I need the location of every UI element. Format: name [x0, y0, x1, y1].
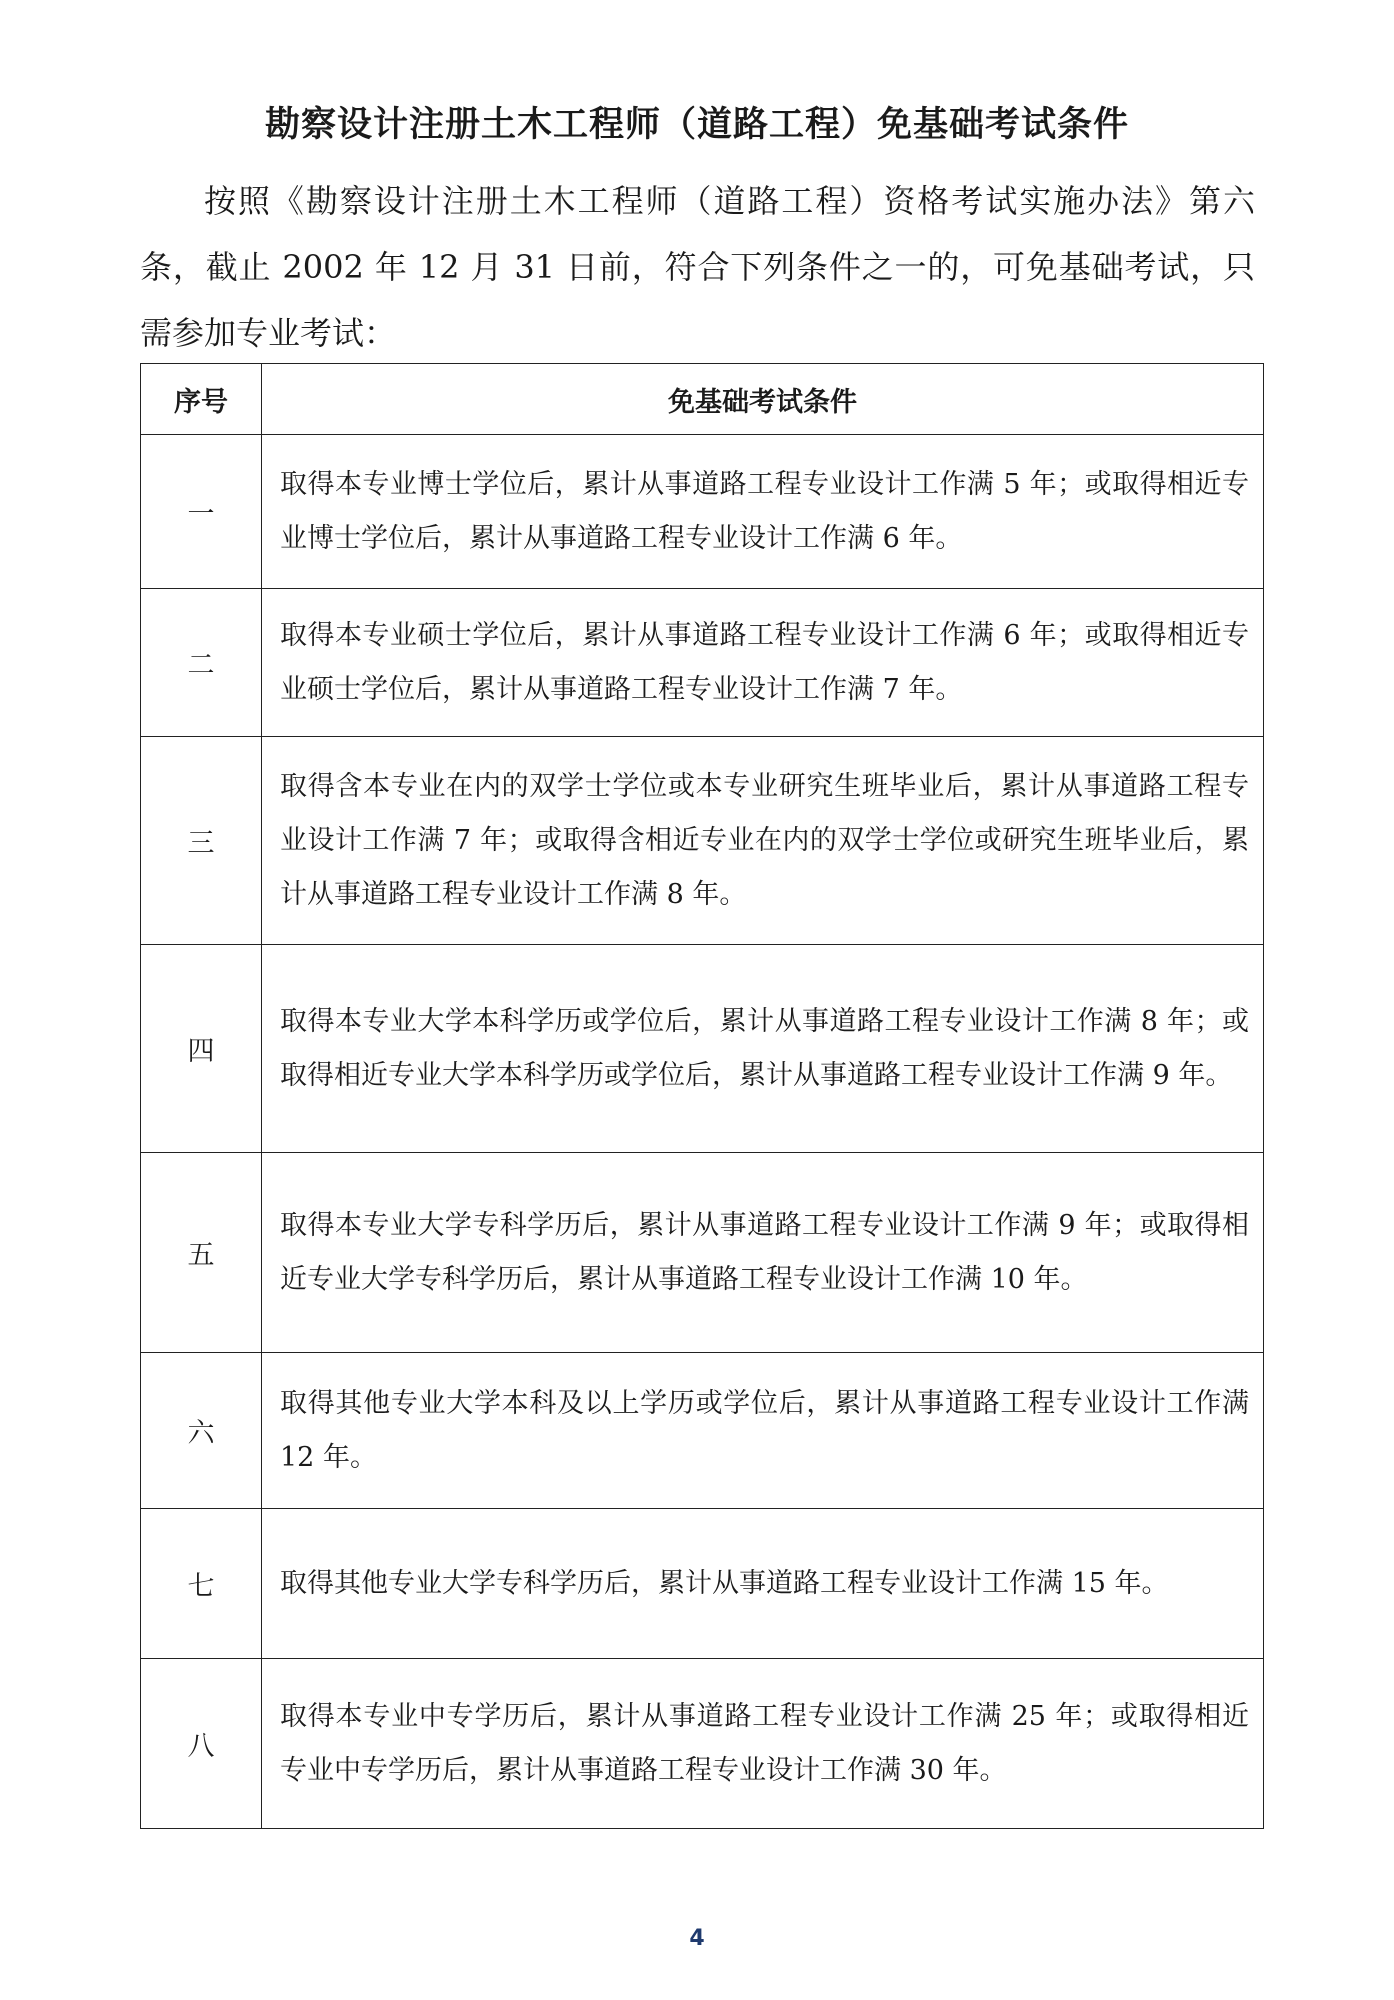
row-condition: 取得本专业中专学历后，累计从事道路工程专业设计工作满 25 年；或取得相近专业中专学历后，累计从事道路工程专业设计工作满 30 年。	[262, 1659, 1264, 1829]
row-condition: 取得本专业大学专科学历后，累计从事道路工程专业设计工作满 9 年；或取得相近专业大学专科学历后，累计从事道路工程专业设计工作满 10 年。	[262, 1153, 1264, 1353]
row-number: 五	[141, 1153, 262, 1353]
row-condition: 取得本专业大学本科学历或学位后，累计从事道路工程专业设计工作满 8 年；或取得相近专业大学本科学历或学位后，累计从事道路工程专业设计工作满 9 年。	[262, 945, 1264, 1153]
row-condition: 取得本专业硕士学位后，累计从事道路工程专业设计工作满 6 年；或取得相近专业硕士学位后，累计从事道路工程专业设计工作满 7 年。	[262, 589, 1264, 737]
row-number: 七	[141, 1509, 262, 1659]
row-number: 四	[141, 945, 262, 1153]
row-condition: 取得其他专业大学专科学历后，累计从事道路工程专业设计工作满 15 年。	[262, 1509, 1264, 1659]
table-row	[141, 1509, 1264, 1659]
row-condition: 取得本专业博士学位后，累计从事道路工程专业设计工作满 5 年；或取得相近专业博士学位后，累计从事道路工程专业设计工作满 6 年。	[262, 435, 1264, 589]
page-number: 4	[689, 1926, 705, 1951]
table-row	[141, 945, 1264, 1153]
row-number: 一	[141, 435, 262, 589]
conditions-table	[140, 363, 1264, 1829]
table-row	[141, 1659, 1264, 1829]
row-number: 六	[141, 1353, 262, 1509]
intro-paragraph: 按照《勘察设计注册土木工程师（道路工程）资格考试实施办法》第六条，截止 2002 年 12 月 31 日前，符合下列条件之一的，可免基础考试，只需参加专业考试：	[140, 182, 1255, 352]
row-number: 三	[141, 737, 262, 945]
table-row	[141, 1153, 1264, 1353]
table-header-row	[141, 364, 1264, 435]
table-row	[141, 1353, 1264, 1509]
table-row	[141, 435, 1264, 589]
header-number: 序号	[141, 364, 262, 435]
table-row	[141, 737, 1264, 945]
page-title: 勘察设计注册土木工程师（道路工程）免基础考试条件	[264, 105, 1129, 145]
header-condition: 免基础考试条件	[262, 364, 1264, 435]
row-number: 八	[141, 1659, 262, 1829]
row-condition: 取得含本专业在内的双学士学位或本专业研究生班毕业后，累计从事道路工程专业设计工作满 7 年；或取得含相近专业在内的双学士学位或研究生班毕业后，累计从事道路工程专业设计工作满 8 年。	[262, 737, 1264, 945]
row-condition: 取得其他专业大学本科及以上学历或学位后，累计从事道路工程专业设计工作满 12 年。	[262, 1353, 1264, 1509]
row-number: 二	[141, 589, 262, 737]
table-row	[141, 589, 1264, 737]
